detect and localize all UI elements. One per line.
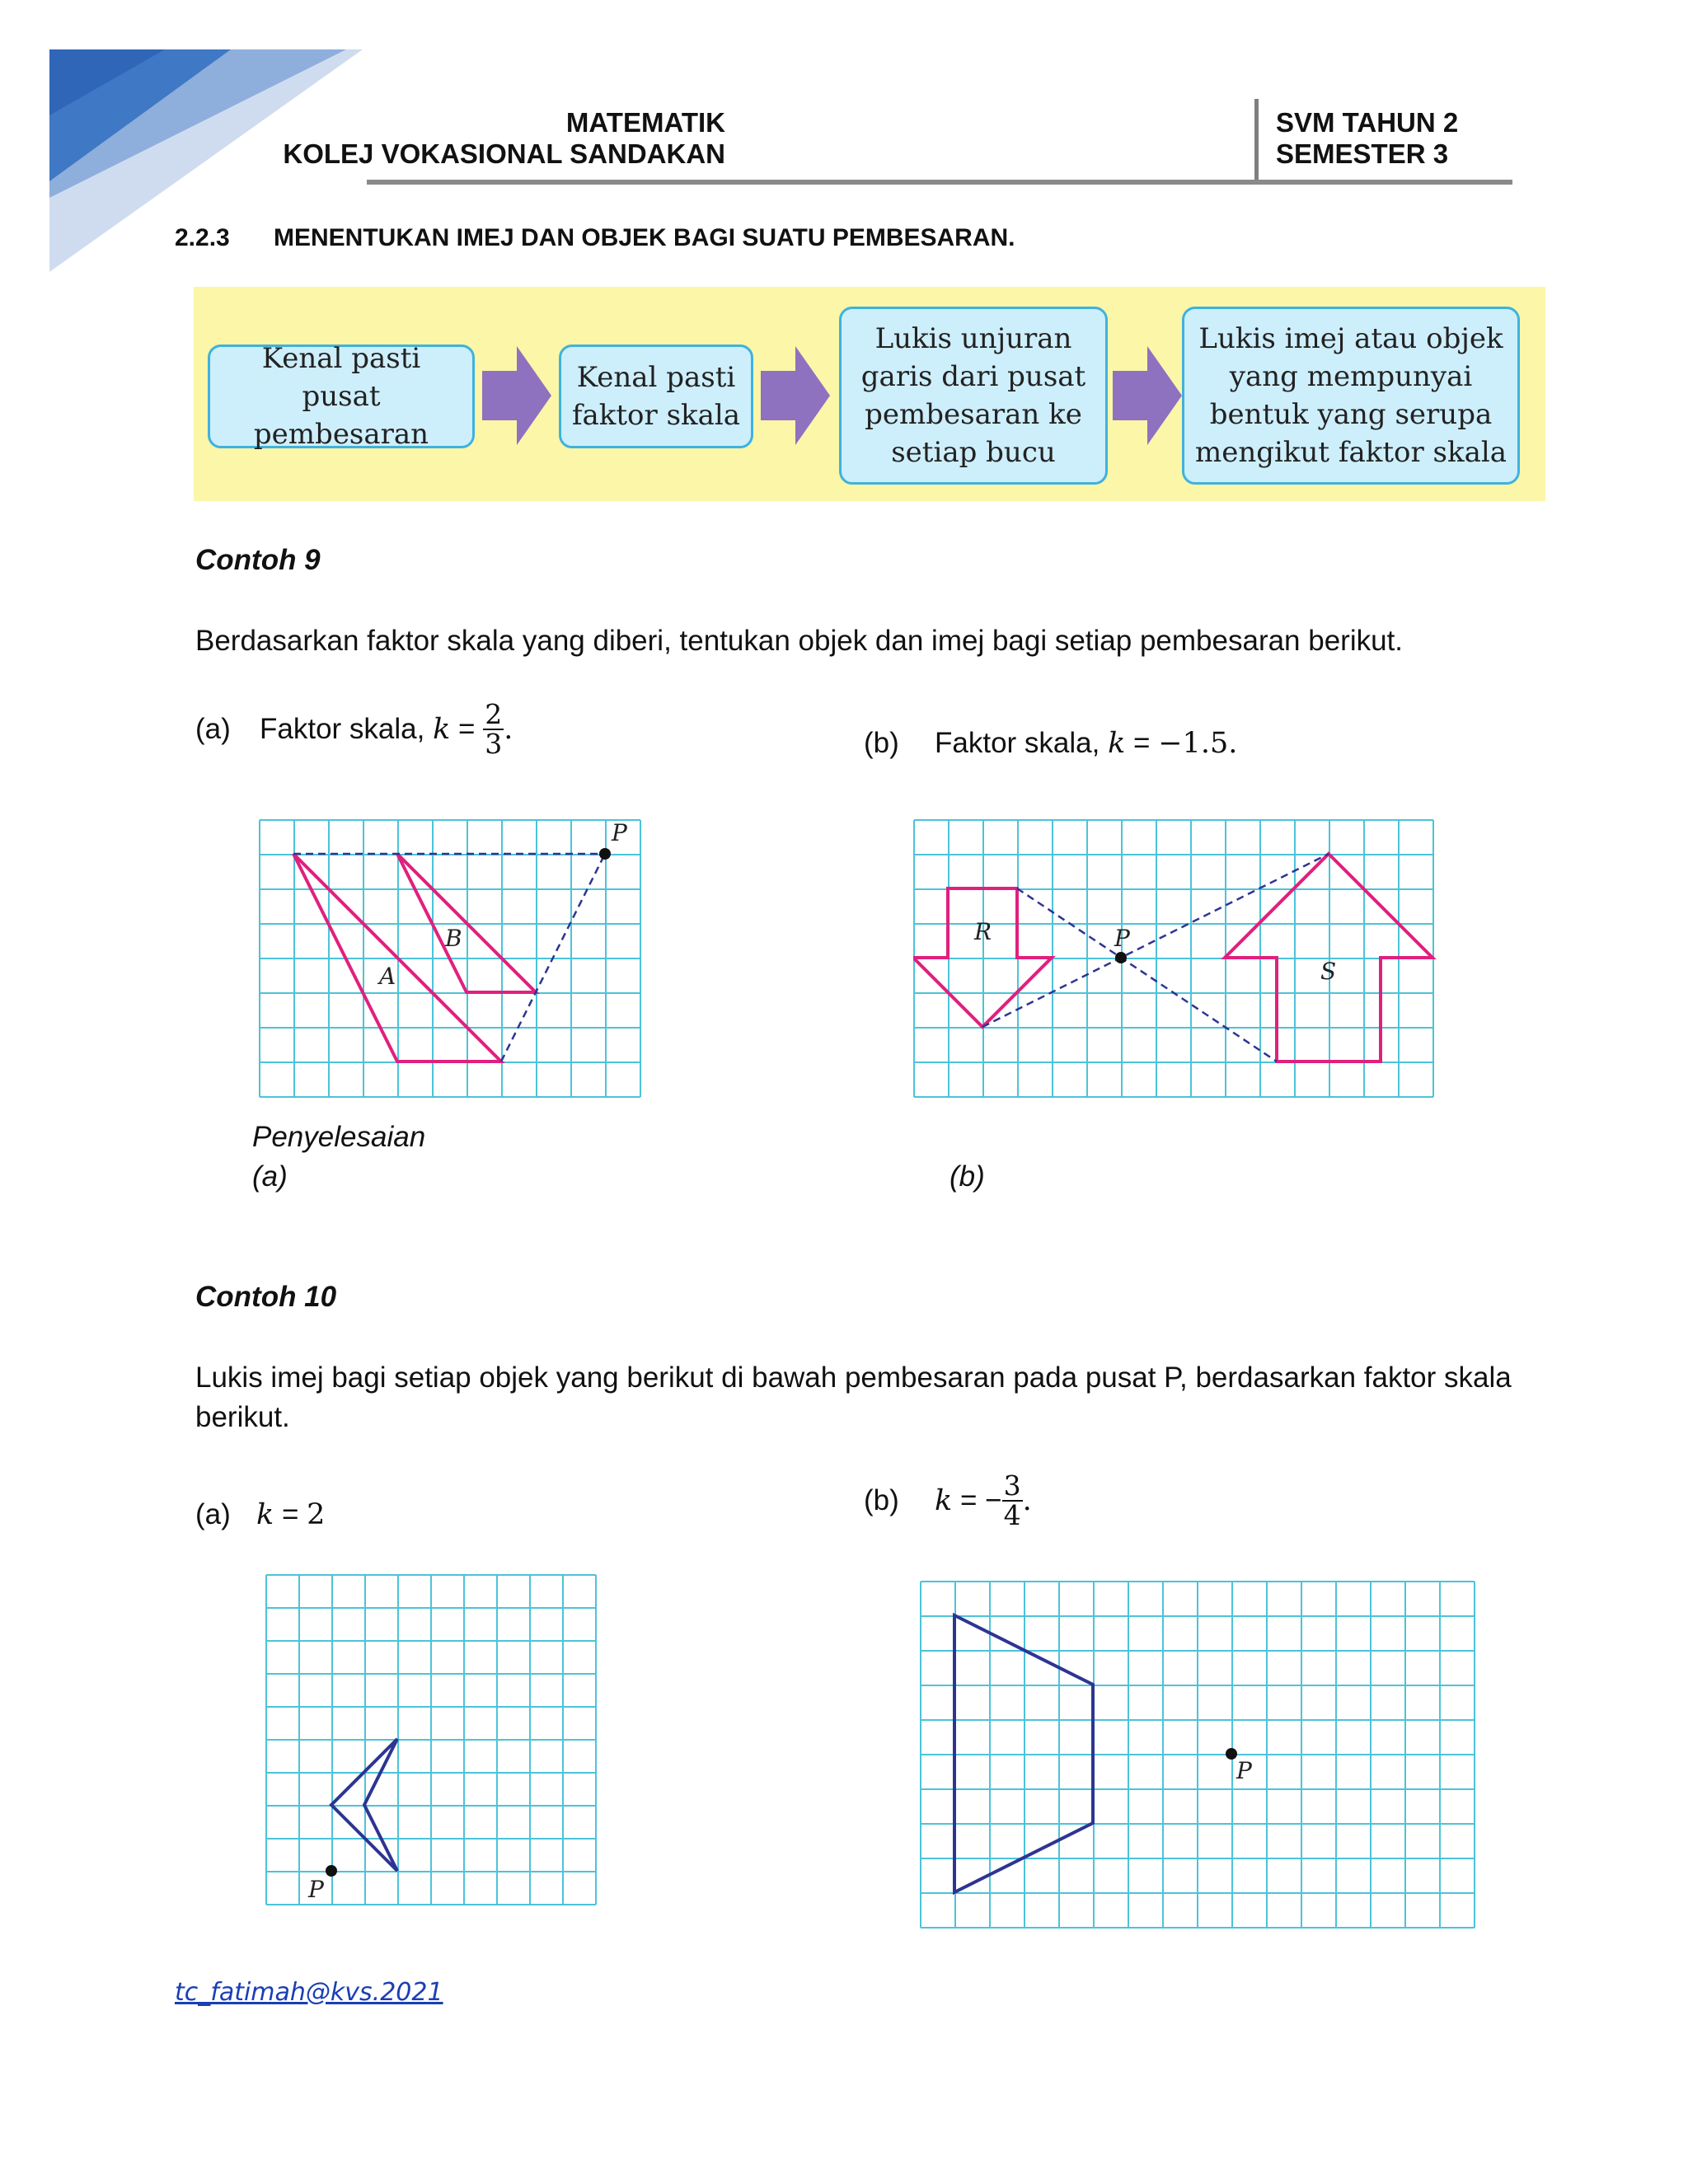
label-b: B [445,925,462,952]
example9-b-label: (b) [864,727,899,759]
solution-label: Penyelesaian [252,1121,426,1153]
example10-part-b [864,1469,1032,1531]
flow-step-1 [208,342,475,451]
solution-b-label: (b) [950,1160,985,1193]
label-p: P [612,819,627,846]
figure-10a-grid [266,1575,596,1905]
example9-b-eq: = [1133,727,1151,759]
label-p: P [1236,1757,1252,1784]
section-number: 2.2.3 [175,224,230,251]
section-title [175,224,1015,252]
example9-b-value: −1.5. [1158,727,1238,760]
label-p: P [308,1876,324,1903]
example10-part-a [195,1495,325,1535]
example10-b-end: . [1022,1484,1032,1517]
solution-a-label: (a) [252,1160,288,1193]
header-rule [367,180,1512,185]
section-title-text: MENENTUKAN IMEJ DAN OBJEK BAGI SUATU PEMBESARAN. [274,224,1015,251]
example9-a-text: Faktor skala, [260,713,425,745]
flow-step-1-text: Kenal pasti pusat pembesaran [253,342,429,451]
example9-instruction: Berdasarkan faktor skala yang diberi, tentukan objek dan imej bagi setiap pembesaran berikut. [195,625,1404,657]
example10-a-eq: = [281,1498,299,1530]
flow-arrow-2 [761,346,832,445]
label-r: R [974,918,992,945]
projection-line-1 [1017,888,1277,1062]
example9-a-num: 2 [485,698,503,730]
flow-step-4-text: Lukis imej atau objek yang mempunyai bentuk yang serupa mengikut faktor skala [1195,322,1507,469]
example9-part-b [864,724,1237,763]
example9-a-label: (a) [195,713,231,745]
flow-step-2-text: Kenal pasti faktor skala [571,361,741,432]
example10-a-label: (a) [195,1498,231,1530]
flow-arrow-1 [482,346,553,445]
flow-step-3-text: Lukis unjuran garis dari pusat pembesaran ke setiap bucu [860,322,1086,469]
example9-a-k: k [433,713,451,746]
figure-9a [259,819,645,1103]
header-college: KOLEJ VOKASIONAL SANDAKAN [283,138,725,169]
figure-9b-grid [914,820,1433,1097]
label-p: P [1114,925,1130,952]
example10-heading: Contoh 10 [195,1281,337,1313]
example9-part-a [195,698,513,760]
example10-a-value: 2 [307,1498,326,1531]
figure-10b [920,1581,1484,1937]
example10-b-den: 4 [1003,1499,1021,1531]
figure-9b [913,819,1437,1103]
flow-step-4 [1182,307,1520,485]
center-point-p [599,848,611,860]
label-a: A [379,963,396,990]
example10-b-fraction [1002,1469,1023,1531]
center-point-p [1115,952,1127,963]
example9-b-k: k [1108,727,1126,760]
example10-b-eq: = − [959,1484,1002,1516]
header-subject: MATEMATIK [565,107,725,138]
example10-b-k: k [935,1484,953,1517]
example9-b-text: Faktor skala, [935,727,1100,759]
example10-b-label: (b) [864,1484,899,1516]
example9-a-fraction [483,698,504,760]
header-course: SVM TAHUN 2 [1276,107,1459,138]
example9-a-eq: = [458,713,476,745]
flow-step-2 [559,344,753,448]
header-divider [1254,99,1259,181]
label-s: S [1320,958,1337,985]
example10-b-num: 3 [1003,1469,1021,1502]
footer-email[interactable]: tc_fatimah@kvs.2021 [175,1978,443,2007]
flow-arrow-3 [1113,346,1184,445]
figure-10b-grid [921,1582,1475,1928]
example9-a-end: . [504,713,513,746]
figure-10a [265,1574,598,1907]
header-semester: SEMESTER 3 [1276,138,1449,169]
example9-a-den: 3 [485,728,503,760]
example10-instruction: Lukis imej bagi setiap objek yang berikut di bawah pembesaran pada pusat P, berdasarkan faktor skala berikut. [195,1361,1512,1433]
flow-step-3 [839,307,1108,485]
center-point-p [1226,1748,1237,1760]
example10-a-k: k [256,1498,274,1531]
center-point-p [326,1865,337,1877]
example9-heading: Contoh 9 [195,544,321,576]
